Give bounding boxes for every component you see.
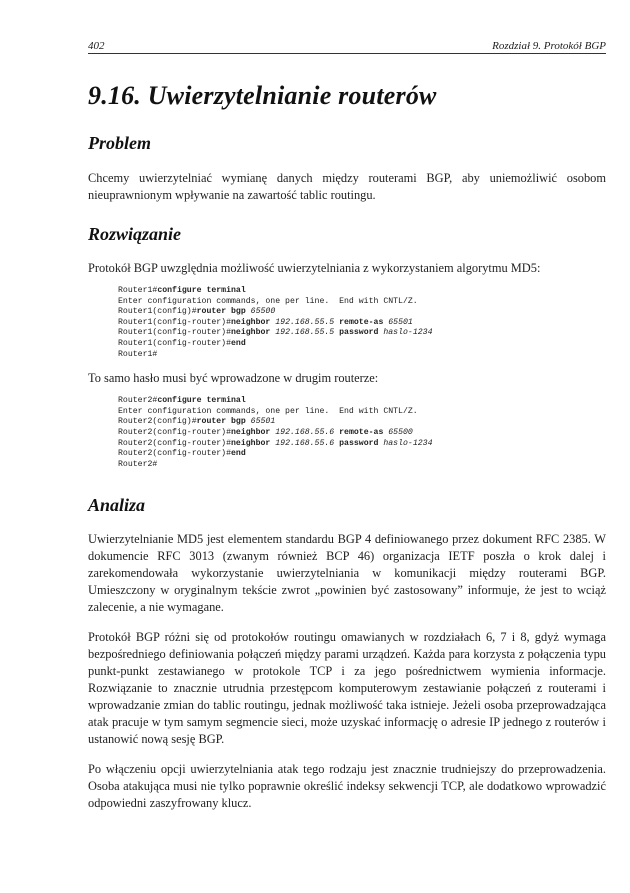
analysis-paragraph-2: Protokół BGP różni się od protokołów routingu omawianych w rozdziałach 6, 7 i 8, gdyż wymaga bezpośredniego definiowania połączeń między parami urządzeń. Każda para korzysta z połączenia typu punkt-punkt zestawianego w protokole TCP i za jego pośrednictwem wymienia informacje. Rozwiązanie to znacznie utrudnia przestępcom komputerowym zestawianie połączeń z routerami i wprowadzanie zmian do tablic routingu, jednak możliwość taka istnieje. Jeżeli osoba przeprowadzająca atak pracuje w tym samym segmencie sieci, może uzyskać informację o adresie IP jednego z routerów i ustanowić nową sesję BGP. <box>88 630 606 747</box>
code-listing-router1 <box>88 286 606 360</box>
code-command: neighbor <box>231 438 276 448</box>
code-argument: 65501 <box>250 417 276 427</box>
code-line <box>118 318 606 329</box>
code-prompt: Router1(config-router)# <box>118 338 232 348</box>
code-prompt: Router2(config-router)# <box>118 438 232 448</box>
code-command: router bgp <box>196 417 251 427</box>
code-listing-router2 <box>88 396 606 470</box>
chapter-title: Rozdział 9. Protokół BGP <box>492 40 606 52</box>
solution-heading: Rozwiązanie <box>88 224 182 244</box>
code-argument: 192.168.55.5 <box>275 328 335 338</box>
code-argument: 65500 <box>388 427 413 437</box>
code-prompt: Router1(config-router)# <box>118 317 232 327</box>
code-command: end <box>231 338 246 348</box>
analysis-paragraph-1: Uwierzytelnianie MD5 jest elementem standardu BGP 4 definiowanego przez dokument RFC 2385. W dokumencie RFC 3013 (zwanym również BCP 46) organizacja IETF poszła o krok dalej i zarekomendowała wykorzystanie uwierzytelniania w komunikacji między routerami BGP. Umieszczony w oryginalnym tekście zwrot „powinien być zastosowany” informuje, że jest to wciąż zalecenie, a nie wymagane. <box>88 532 606 615</box>
code-line <box>118 297 606 308</box>
code-line <box>118 286 606 297</box>
code-line <box>118 307 606 318</box>
code-argument: haslo-1234 <box>383 328 433 338</box>
code-command: neighbor <box>231 328 276 338</box>
code-argument: 192.168.55.5 <box>275 317 335 327</box>
code-prompt: Router1# <box>118 286 158 295</box>
code-line <box>118 328 606 339</box>
code-argument: 192.168.55.6 <box>275 438 335 448</box>
code-line <box>118 439 606 450</box>
code-keyword: password <box>334 328 384 338</box>
code-prompt: Router2(config-router)# <box>118 427 232 437</box>
code-line <box>118 449 606 460</box>
code-prompt: Router1(config-router)# <box>118 328 232 338</box>
analysis-paragraph-3: Po włączeniu opcji uwierzytelniania atak tego rodzaju jest znacznie trudniejszy do przeprowadzenia. Osoba atakująca musi nie tylko poprawnie określić indeksy sekwencji TCP, ale dodatkowo wprowadzić odpowiedni zaszyfrowany klucz. <box>88 762 606 811</box>
code-argument: 65501 <box>388 317 413 327</box>
code-argument: 65500 <box>250 307 276 317</box>
code-line <box>118 417 606 428</box>
solution-middle-text: To samo hasło musi być wprowadzone w drugim routerze: <box>88 371 379 386</box>
code-line <box>118 396 606 407</box>
code-command: neighbor <box>231 427 276 437</box>
code-command: configure terminal <box>157 286 246 295</box>
section-title: 9.16. Uwierzytelnianie routerów <box>88 81 437 110</box>
code-line <box>118 460 606 471</box>
code-keyword: password <box>334 438 384 448</box>
code-prompt: Router1# <box>118 349 158 359</box>
page-number: 402 <box>88 40 105 52</box>
problem-heading: Problem <box>88 133 151 153</box>
code-prompt: Router2(config-router)# <box>118 449 232 459</box>
code-command: router bgp <box>196 307 251 317</box>
problem-text: Chcemy uwierzytelniać wymianę danych między routerami BGP, aby uniemożliwić osobom nieuprawnionym wpływanie na zawartość tablic routingu. <box>88 171 606 202</box>
code-command: neighbor <box>231 317 276 327</box>
code-prompt: Router1(config)# <box>118 307 197 317</box>
code-line <box>118 428 606 439</box>
code-prompt: Router2# <box>118 459 158 469</box>
running-header <box>88 40 606 54</box>
code-output: Enter configuration commands, one per line. End with CNTL/Z. <box>118 406 418 416</box>
analysis-heading: Analiza <box>88 495 146 516</box>
code-output: Enter configuration commands, one per line. End with CNTL/Z. <box>118 296 418 306</box>
code-argument: haslo-1234 <box>383 438 433 448</box>
code-keyword: remote-as <box>334 427 389 437</box>
code-command: configure terminal <box>157 396 246 406</box>
code-line <box>118 339 606 350</box>
code-keyword: remote-as <box>334 317 389 327</box>
book-page <box>88 40 606 812</box>
code-line <box>118 350 606 361</box>
code-command: end <box>231 449 246 459</box>
code-prompt: Router2(config)# <box>118 417 197 427</box>
code-argument: 192.168.55.6 <box>275 427 335 437</box>
solution-intro: Protokół BGP uwzględnia możliwość uwierzytelniania z wykorzystaniem algorytmu MD5: <box>88 261 541 275</box>
code-prompt: Router2# <box>118 396 158 406</box>
code-line <box>118 407 606 418</box>
